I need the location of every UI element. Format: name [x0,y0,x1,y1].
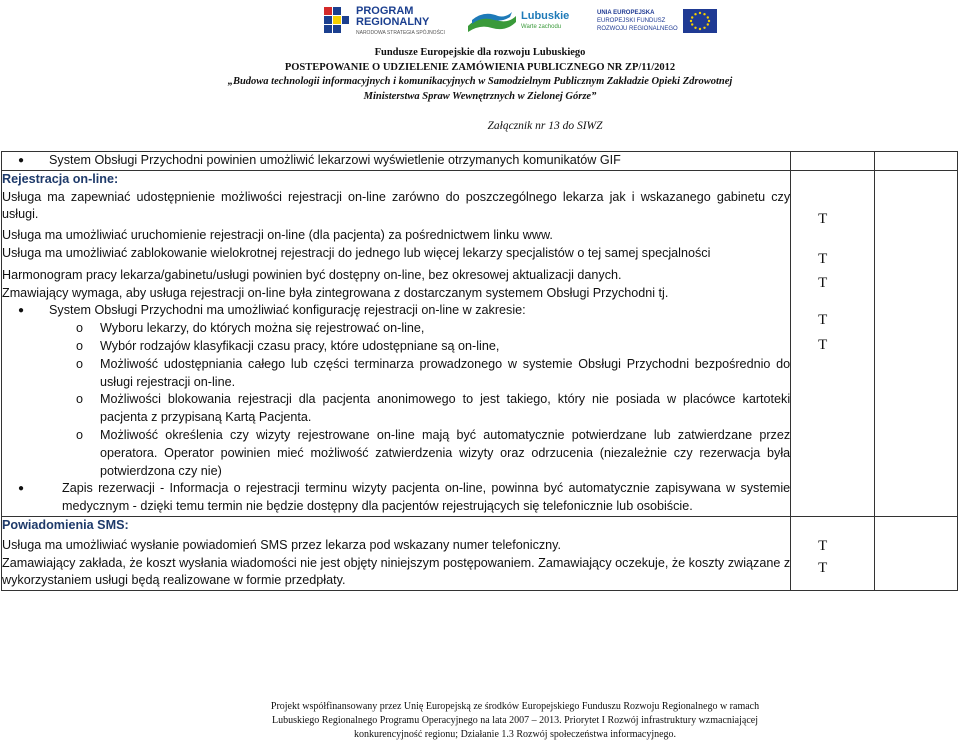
extra-cell [874,152,957,171]
footer-line2: Lubuskiego Regionalnego Programu Operacyjnego na lata 2007 – 2013. Priorytet I Rozwój infrastruktury wzmacniającej [272,715,758,726]
rejestracja-heading: Rejestracja on-line: [2,171,119,186]
lubuskie-logo [466,8,569,36]
mark-r1: T [818,210,828,227]
config-item-3: o Możliwość udostępniania całego lub części terminarza prowadzonego w systemie Obsługi Przychodni bezpośrednio do usługi rejestracji on-line. [2,356,790,392]
config-item-1: o Wyboru lekarzy, do których można się rejestrować on-line, [2,320,790,338]
table-row [2,170,958,516]
document-footer [230,700,800,742]
sms-item-1: Usługa ma umożliwiać wysłanie powiadomień SMS przez lekarza pod wskazany numer telefoniczny. [2,537,562,552]
mark-r2: T [818,250,828,267]
header-line2: POSTEPOWANIE O UDZIELENIE ZAMÓWIENIA PUBLICZNEGO NR ZP/11/2012 [284,61,676,73]
lubuskie-tagline: Warte zachodu [521,24,562,30]
lubuskie-emblem-icon [466,8,518,36]
mark-r5: T [818,336,828,353]
document-header [0,46,960,104]
program-regionalny-emblem-icon [322,3,352,41]
config-item-4: o Możliwości blokowania rejestracji dla pacjenta anonimowego to jest takiego, który nie posiada w placówce kartoteki pacjenta z przypisaną Kartą Pacjenta. [2,391,790,427]
rejestracja-item-1: Usługa ma zapewniać udostępnienie możliwości rejestracji on-line zarówno do poszczególnego lekarza jak i wskazanego gabinetu czy usługi. [2,189,791,222]
requirements-table [1,151,958,591]
mark-cell [791,170,874,516]
config-item-2: o Wybór rodzajów klasyfikacji czasu pracy, które udostępniane są on-line, [2,338,790,356]
requirements-cell [2,516,791,590]
unia-line2: EUROPEJSKI FUNDUSZ [597,18,666,24]
footer-line1: Projekt współfinansowany przez Unię Europejską ze środków Europejskiego Funduszu Rozwoju Regionalnego w ramach [270,701,760,712]
header-line3: „Budowa technologii informacyjnych i komunikacyjnych w Samodzielnym Publicznym Zakładzie Opieki Zdrowotnej [227,76,733,87]
header-line1: Fundusze Europejskie dla rozwoju Lubuskiego [374,47,586,58]
sms-item-2: Zamawiający zakłada, że koszt wysłania wiadomości nie jest objęty niniejszym postępowaniem. Zamawiający oczekuje, że koszty związane z wykorzystaniem usługi będą realizowane w formie przedpłaty. [2,555,791,588]
rejestracja-item-3: Usługa ma umożliwiać zablokowanie wielokrotnej rejestracji do jednego lub więcej lekarzy specjalistów o tej samej specjalności [2,245,711,260]
mark-s1: T [818,537,828,554]
zapis-rezerwacji: ● Zapis rezerwacji - Informacja o rejestracji terminu wizyty pacjenta on-line, powinna być automatycznie zapisywana w systemie medycznym - dzięki temu termin nie będzie dostępny dla pacjentów rejestrujących się telefonicznie lub osobiście. [2,480,790,516]
extra-cell [874,516,957,590]
mark-cell [791,516,874,590]
rejestracja-item-4: Harmonogram pracy lekarza/gabinetu/usługi powinien być dostępny on-line, bez okresowej aktualizacji danych. [2,267,622,282]
program-line3: NARODOWA STRATEGIA SPÓJNOŚCI [356,29,445,36]
annex-label: Załącznik nr 13 do SIWZ [487,120,603,132]
mark-r4: T [818,311,828,328]
unia-line1: UNIA EUROPEJSKA [597,10,655,16]
gif-requirement: ● System Obsługi Przychodni powinien umożliwić lekarzowi wyświetlenie otrzymanych komunikatów GIF [2,152,790,170]
requirements-cell [2,170,791,516]
rejestracja-item-2: Usługa ma umożliwiać uruchomienie rejestracji on-line (dla pacjenta) za pośrednictwem linku www. [2,228,553,243]
sms-heading: Powiadomienia SMS: [2,517,129,532]
table-row [2,152,958,171]
unia-europejska-logo [597,9,717,33]
config-item-5: o Możliwość określenia czy wizyty rejestrowane on-line mają być automatycznie potwierdzane lub zatwierdzane przez operatora. Operator powinien mieć możliwość zatwierdzenia wizyty oraz odrzucenia (niezależnie czy rezerwacja była potwierdzona czy nie) [2,427,790,480]
eu-flag-icon [683,9,717,33]
unia-line3: ROZWOJU REGIONALNEGO [597,26,678,32]
footer-line3: konkurencyjność regionu; Działanie 1.3 Rozwój społeczeństwa informacyjnego. [353,729,677,740]
table-row [2,516,958,590]
mark-cell [791,152,874,171]
mark-r3: T [818,274,828,291]
program-line1: PROGRAM [356,4,414,17]
header-line4: Ministerstwa Spraw Wewnętrznych w Zielonej Górze” [363,90,597,102]
lubuskie-name: Lubuskie [521,10,570,22]
config-intro: ● System Obsługi Przychodni ma umożliwiać konfigurację rejestracji on-line w zakresie: [2,302,790,320]
extra-cell [874,170,957,516]
mark-s2: T [818,559,828,576]
rejestracja-item-5: Zmawiający wymaga, aby usługa rejestracji on-line była zintegrowana z dostarczanym systemem Obsługi Przychodni tj. [2,285,669,300]
logo-bar [0,0,960,46]
program-regionalny-logo [322,3,445,41]
program-line2: REGIONALNY [356,15,430,28]
requirements-cell [2,152,791,171]
